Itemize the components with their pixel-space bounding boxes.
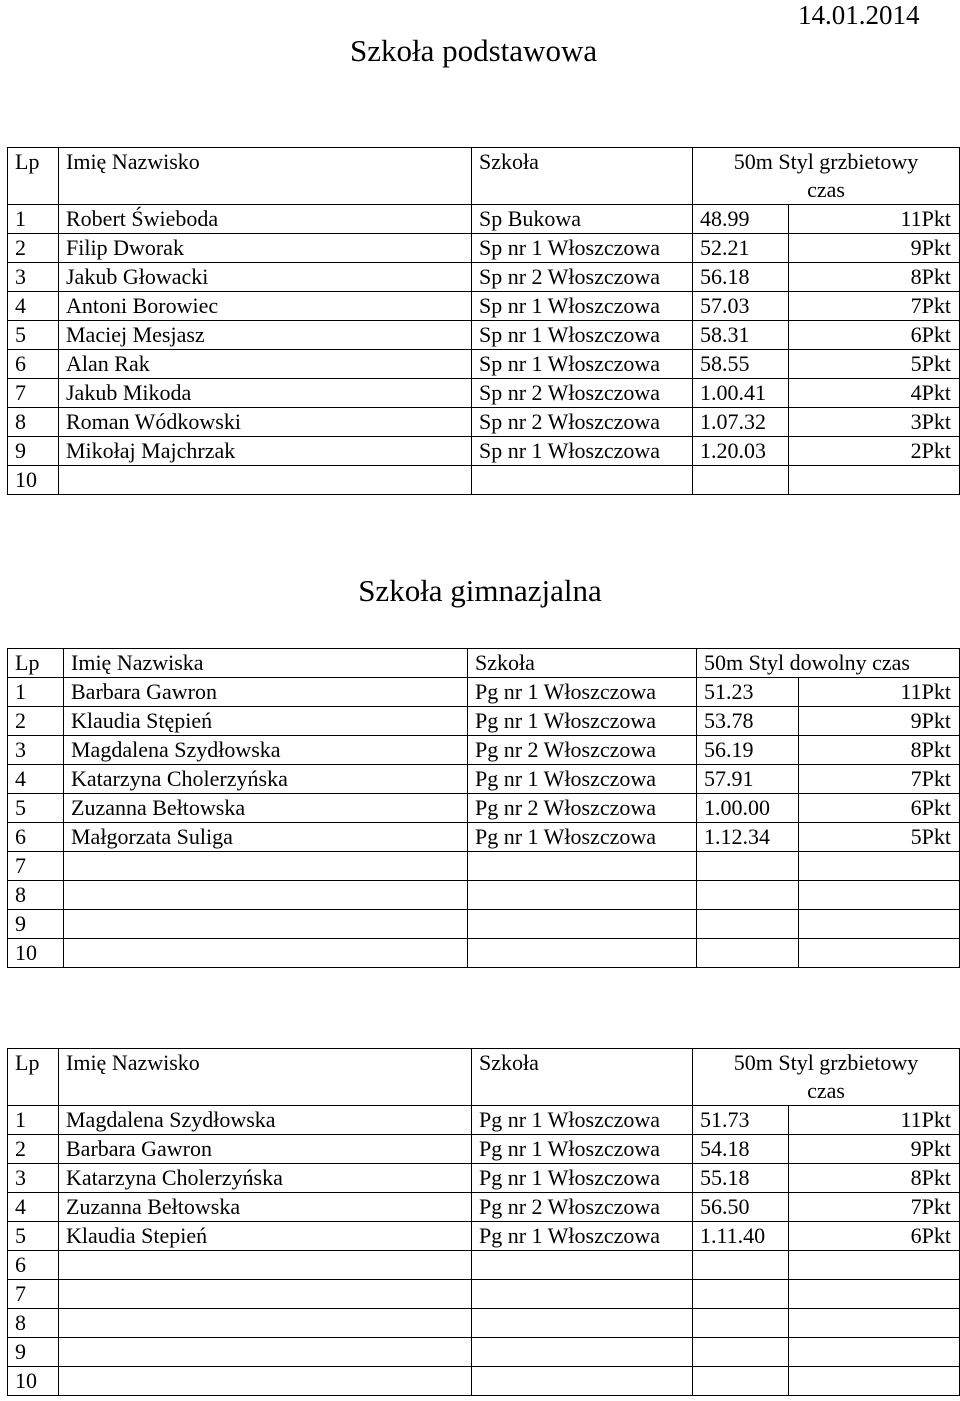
cell-points: 5Pkt xyxy=(799,823,960,852)
cell-time: 1.20.03 xyxy=(693,437,789,466)
cell-school: Pg nr 1 Włoszczowa xyxy=(472,1106,693,1135)
header-event xyxy=(693,1049,960,1106)
cell-time: 53.78 xyxy=(697,707,799,736)
cell-school xyxy=(472,1280,693,1309)
cell-name: Maciej Mesjasz xyxy=(59,321,472,350)
cell-points: 6Pkt xyxy=(789,321,960,350)
cell-time xyxy=(693,1280,789,1309)
cell-name xyxy=(59,1367,472,1396)
cell-name: Barbara Gawron xyxy=(64,678,468,707)
cell-lp: 4 xyxy=(8,765,64,794)
table-row xyxy=(8,408,960,437)
cell-name: Roman Wódkowski xyxy=(59,408,472,437)
cell-points xyxy=(799,852,960,881)
header-event-line2: czas xyxy=(807,1078,845,1103)
cell-school: Pg nr 1 Włoszczowa xyxy=(472,1135,693,1164)
cell-time xyxy=(693,1338,789,1367)
cell-time xyxy=(697,939,799,968)
cell-time xyxy=(693,1251,789,1280)
cell-lp: 3 xyxy=(8,1164,59,1193)
cell-name: Alan Rak xyxy=(59,350,472,379)
cell-time: 56.19 xyxy=(697,736,799,765)
table-row xyxy=(8,205,960,234)
table-row xyxy=(8,881,960,910)
table-row xyxy=(8,466,960,495)
cell-school: Pg nr 1 Włoszczowa xyxy=(472,1164,693,1193)
cell-lp: 2 xyxy=(8,234,59,263)
cell-points: 8Pkt xyxy=(799,736,960,765)
cell-points: 7Pkt xyxy=(789,1193,960,1222)
cell-school xyxy=(472,1251,693,1280)
cell-name xyxy=(59,466,472,495)
cell-name xyxy=(64,939,468,968)
cell-points xyxy=(789,1338,960,1367)
cell-name: Robert Świeboda xyxy=(59,205,472,234)
cell-school: Pg nr 1 Włoszczowa xyxy=(468,823,697,852)
cell-name: Jakub Głowacki xyxy=(59,263,472,292)
cell-name xyxy=(59,1338,472,1367)
cell-points xyxy=(799,910,960,939)
cell-lp: 2 xyxy=(8,707,64,736)
cell-lp: 6 xyxy=(8,823,64,852)
cell-name: Filip Dworak xyxy=(59,234,472,263)
cell-name xyxy=(59,1309,472,1338)
cell-lp: 9 xyxy=(8,1338,59,1367)
cell-school: Pg nr 2 Włoszczowa xyxy=(468,736,697,765)
cell-time: 57.03 xyxy=(693,292,789,321)
cell-time: 54.18 xyxy=(693,1135,789,1164)
cell-school: Pg nr 1 Włoszczowa xyxy=(468,765,697,794)
cell-points: 6Pkt xyxy=(799,794,960,823)
header-name: Imię Nazwisko xyxy=(59,148,472,205)
cell-school: Sp Bukowa xyxy=(472,205,693,234)
cell-school xyxy=(472,1367,693,1396)
table-row xyxy=(8,1338,960,1367)
cell-time xyxy=(693,1309,789,1338)
cell-name: Klaudia Stępień xyxy=(64,707,468,736)
cell-points: 7Pkt xyxy=(799,765,960,794)
cell-time xyxy=(697,852,799,881)
header-event-line1: 50m Styl grzbietowy xyxy=(733,1050,919,1075)
cell-lp: 1 xyxy=(8,678,64,707)
cell-lp: 6 xyxy=(8,350,59,379)
section-title-primary: Szkoła podstawowa xyxy=(350,33,598,68)
cell-school: Sp nr 2 Włoszczowa xyxy=(472,408,693,437)
cell-lp: 9 xyxy=(8,437,59,466)
cell-lp: 3 xyxy=(8,263,59,292)
cell-lp: 5 xyxy=(8,321,59,350)
cell-name xyxy=(64,852,468,881)
cell-school: Pg nr 1 Włoszczowa xyxy=(468,678,697,707)
cell-points: 9Pkt xyxy=(789,234,960,263)
cell-school: Sp nr 2 Włoszczowa xyxy=(472,379,693,408)
cell-time xyxy=(697,881,799,910)
cell-lp: 4 xyxy=(8,1193,59,1222)
header-lp: Lp xyxy=(8,148,59,205)
cell-name: Katarzyna Cholerzyńska xyxy=(59,1164,472,1193)
cell-time: 56.50 xyxy=(693,1193,789,1222)
table-row xyxy=(8,263,960,292)
table-header-row xyxy=(8,649,960,678)
cell-lp: 8 xyxy=(8,881,64,910)
table-row xyxy=(8,1309,960,1338)
cell-lp: 1 xyxy=(8,1106,59,1135)
cell-lp: 10 xyxy=(8,466,59,495)
cell-points xyxy=(789,1280,960,1309)
results-table-tertiary xyxy=(7,1048,960,1396)
cell-points: 2Pkt xyxy=(789,437,960,466)
cell-points xyxy=(799,881,960,910)
header-event-line1: 50m Styl grzbietowy xyxy=(733,149,919,174)
cell-points xyxy=(789,1309,960,1338)
table-row xyxy=(8,939,960,968)
cell-name xyxy=(59,1251,472,1280)
table-row xyxy=(8,234,960,263)
cell-school xyxy=(472,1338,693,1367)
cell-name: Mikołaj Majchrzak xyxy=(59,437,472,466)
cell-lp: 5 xyxy=(8,1222,59,1251)
table-row xyxy=(8,707,960,736)
cell-points: 11Pkt xyxy=(789,205,960,234)
table-row xyxy=(8,823,960,852)
table-row xyxy=(8,1135,960,1164)
section-title-secondary: Szkoła gimnazjalna xyxy=(358,573,602,608)
table-row xyxy=(8,437,960,466)
cell-name xyxy=(64,881,468,910)
cell-school: Sp nr 1 Włoszczowa xyxy=(472,350,693,379)
cell-lp: 7 xyxy=(8,1280,59,1309)
cell-time: 51.23 xyxy=(697,678,799,707)
cell-name: Jakub Mikoda xyxy=(59,379,472,408)
table-row xyxy=(8,852,960,881)
header-event xyxy=(693,148,960,205)
cell-name: Klaudia Stepień xyxy=(59,1222,472,1251)
table-row xyxy=(8,1193,960,1222)
results-table-secondary xyxy=(7,648,960,968)
header-lp: Lp xyxy=(8,1049,59,1106)
cell-points: 5Pkt xyxy=(789,350,960,379)
cell-school xyxy=(468,852,697,881)
cell-school: Pg nr 2 Włoszczowa xyxy=(468,794,697,823)
table-row xyxy=(8,292,960,321)
cell-points xyxy=(789,1251,960,1280)
header-event-line2: czas xyxy=(807,177,845,202)
cell-lp: 5 xyxy=(8,794,64,823)
header-name: Imię Nazwiska xyxy=(64,649,468,678)
table-row xyxy=(8,1222,960,1251)
header-name: Imię Nazwisko xyxy=(59,1049,472,1106)
cell-school xyxy=(472,466,693,495)
cell-lp: 2 xyxy=(8,1135,59,1164)
cell-school: Sp nr 1 Włoszczowa xyxy=(472,321,693,350)
cell-lp: 7 xyxy=(8,379,59,408)
cell-time: 1.00.41 xyxy=(693,379,789,408)
cell-time: 1.00.00 xyxy=(697,794,799,823)
table-row xyxy=(8,678,960,707)
cell-time: 1.12.34 xyxy=(697,823,799,852)
table-row xyxy=(8,1251,960,1280)
cell-time: 58.31 xyxy=(693,321,789,350)
cell-points: 11Pkt xyxy=(799,678,960,707)
table-row xyxy=(8,1367,960,1396)
cell-time: 51.73 xyxy=(693,1106,789,1135)
cell-name: Małgorzata Suliga xyxy=(64,823,468,852)
cell-points: 3Pkt xyxy=(789,408,960,437)
table-row xyxy=(8,736,960,765)
cell-points: 8Pkt xyxy=(789,263,960,292)
cell-school xyxy=(468,881,697,910)
cell-school: Pg nr 1 Włoszczowa xyxy=(468,707,697,736)
cell-school xyxy=(468,939,697,968)
table-row xyxy=(8,794,960,823)
cell-name: Magdalena Szydłowska xyxy=(59,1106,472,1135)
cell-school: Sp nr 1 Włoszczowa xyxy=(472,292,693,321)
cell-name: Antoni Borowiec xyxy=(59,292,472,321)
cell-name: Katarzyna Cholerzyńska xyxy=(64,765,468,794)
cell-name xyxy=(64,910,468,939)
cell-points: 6Pkt xyxy=(789,1222,960,1251)
cell-lp: 10 xyxy=(8,939,64,968)
table-row xyxy=(8,379,960,408)
table-header-row xyxy=(8,148,960,205)
cell-school: Pg nr 2 Włoszczowa xyxy=(472,1193,693,1222)
cell-lp: 7 xyxy=(8,852,64,881)
cell-points: 9Pkt xyxy=(789,1135,960,1164)
cell-name xyxy=(59,1280,472,1309)
cell-name: Magdalena Szydłowska xyxy=(64,736,468,765)
cell-school xyxy=(472,1309,693,1338)
header-event: 50m Styl dowolny czas xyxy=(697,649,960,678)
cell-points: 11Pkt xyxy=(789,1106,960,1135)
cell-name: Barbara Gawron xyxy=(59,1135,472,1164)
cell-points xyxy=(789,1367,960,1396)
cell-points: 8Pkt xyxy=(789,1164,960,1193)
cell-time: 52.21 xyxy=(693,234,789,263)
cell-school xyxy=(468,910,697,939)
cell-time xyxy=(693,1367,789,1396)
table-header-row xyxy=(8,1049,960,1106)
cell-lp: 3 xyxy=(8,736,64,765)
table-row xyxy=(8,1280,960,1309)
cell-lp: 8 xyxy=(8,1309,59,1338)
cell-time: 57.91 xyxy=(697,765,799,794)
table-row xyxy=(8,350,960,379)
header-lp: Lp xyxy=(8,649,64,678)
cell-time: 48.99 xyxy=(693,205,789,234)
cell-lp: 1 xyxy=(8,205,59,234)
cell-lp: 9 xyxy=(8,910,64,939)
cell-points: 9Pkt xyxy=(799,707,960,736)
cell-school: Pg nr 1 Włoszczowa xyxy=(472,1222,693,1251)
cell-time: 58.55 xyxy=(693,350,789,379)
results-table-primary xyxy=(7,147,960,495)
table-row xyxy=(8,1164,960,1193)
cell-school: Sp nr 1 Włoszczowa xyxy=(472,437,693,466)
table-row xyxy=(8,910,960,939)
cell-time: 1.07.32 xyxy=(693,408,789,437)
cell-points: 4Pkt xyxy=(789,379,960,408)
table-row xyxy=(8,765,960,794)
cell-school: Sp nr 1 Włoszczowa xyxy=(472,234,693,263)
cell-lp: 10 xyxy=(8,1367,59,1396)
cell-name: Zuzanna Bełtowska xyxy=(59,1193,472,1222)
cell-lp: 6 xyxy=(8,1251,59,1280)
cell-points xyxy=(789,466,960,495)
header-school: Szkoła xyxy=(472,1049,693,1106)
table-row xyxy=(8,1106,960,1135)
cell-time xyxy=(693,466,789,495)
cell-lp: 4 xyxy=(8,292,59,321)
cell-lp: 8 xyxy=(8,408,59,437)
header-school: Szkoła xyxy=(472,148,693,205)
cell-time: 55.18 xyxy=(693,1164,789,1193)
cell-time: 56.18 xyxy=(693,263,789,292)
header-school: Szkoła xyxy=(468,649,697,678)
document-date: 14.01.2014 xyxy=(798,0,920,30)
cell-school: Sp nr 2 Włoszczowa xyxy=(472,263,693,292)
table-row xyxy=(8,321,960,350)
cell-points: 7Pkt xyxy=(789,292,960,321)
cell-name: Zuzanna Bełtowska xyxy=(64,794,468,823)
cell-time xyxy=(697,910,799,939)
cell-time: 1.11.40 xyxy=(693,1222,789,1251)
cell-points xyxy=(799,939,960,968)
